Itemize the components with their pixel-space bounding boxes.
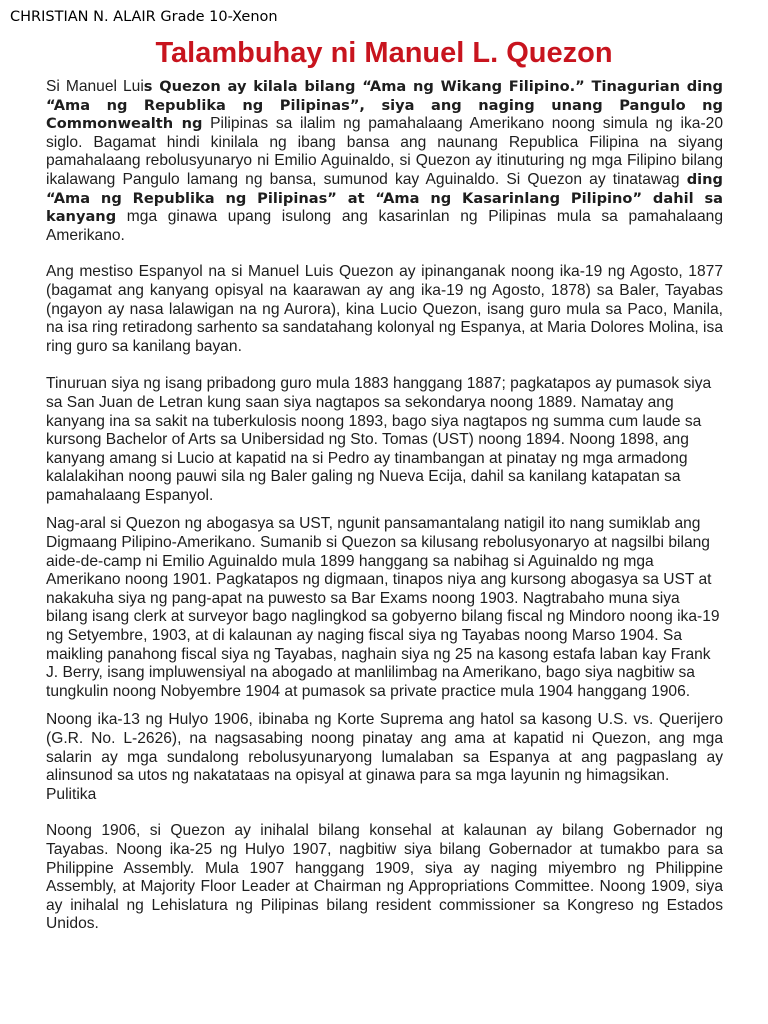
paragraph-intro-start: Si Manuel Lui bbox=[46, 78, 144, 95]
document-body bbox=[46, 78, 723, 934]
section-heading-pulitika: Pulitika bbox=[46, 785, 97, 803]
paragraph-intro-middle: Pilipinas sa ilalim ng pamahalaang Amerikano noong simula ng ika-20 siglo. Bagamat hindi kinilala ng ibang bansa ang naunang Republica Filipina na siyang pamahalaang rebolusyunaryo ni Emilio Aguinaldo, si Quezon ay itinuturing ng mga Filipino bilang ikalawang Pangulo lamang ng bansa, sumunod kay Aguinaldo. Si Quezon ay tinatawag bbox=[46, 115, 723, 188]
paragraph-law-career: Nag-aral si Quezon ng abogasya sa UST, ngunit pansamantalang natigil ito nang sumiklab ang Digmaang Pilipino-Amerikano. Sumanib si Quezon sa kilusang rebolusyonaryo at nagsilbi bilang aide-de-camp ni Emilio Aguinaldo mula 1899 hanggang sa nabihag si Aguinaldo ng mga Amerikano noong 1901. Pagkatapos ng digmaan, tinapos niya ang kursong abogasya sa UST at nakakuha siya ng pang-apat na puwesto sa Bar Exams noong 1903. Nagtrabaho muna siya bilang isang clerk at surveyor bago naglingkod sa gobyerno bilang fiscal ng Mindoro noong ika-19 ng Setyembre, 1903, at di kalaunan ay naging fiscal siya ng Tayabas noong Marso 1904. Sa maikling panahong fiscal siya ng Tayabas, naghain siya ng 25 na kasong estafa laban kay Frank J. Berry, isang impluwensiyal na abogado at manlilimbag na Amerikano, bago siya nagbitiw sa tungkulin noong Nobyembre 1904 at pumasok sa private practice mula 1904 hanggang 1906. bbox=[46, 515, 720, 700]
paragraph-intro bbox=[46, 78, 723, 245]
paragraph-intro-bold: s Quezon ay kilala bilang “Ama ng Wikang Filipino.” Tinagurian ding “Ama ng Republika ng Pilipinas”, siya ang naging unang Pangulo ng Commonwealth ng bbox=[46, 78, 723, 133]
paragraph-birth: Ang mestiso Espanyol na si Manuel Luis Quezon ay ipinanganak noong ika-19 ng Agosto, 1877 (bagamat ang kanyang opisyal na kaarawan ay ang ika-19 ng Agosto, 1878) sa Baler, Tayabas (ngayon ay nasa lalawigan na ng Aurora), kina Lucio Quezon, isang guro mula sa Paco, Manila, na isa ring retiradong sarhento sa sandatahang kolonyal ng Espanya, at Maria Dolores Molina, isa ring guro sa kanilang bayan. bbox=[46, 263, 723, 355]
paragraph-intro-end: mga ginawa upang isulong ang kasarinlan ng Pilipinas mula sa pamahalaang Amerikano. bbox=[46, 208, 723, 244]
paragraph-education: Tinuruan siya ng isang pribadong guro mula 1883 hanggang 1887; pagkatapos ay pumasok siya sa San Juan de Letran kung saan siya nagtapos sa sekondarya noong 1889. Namatay ang kanyang ina sa sakit na tuberkulosis noong 1893, bago siya nagtapos ng summa cum laude sa kursong Bachelor of Arts sa Unibersidad ng Sto. Tomas (UST) noong 1894. Noong 1898, ang kanyang amang si Lucio at kapatid na si Pedro ay tinambangan at pinatay ng mga armadong kalalakihan noong pauwi sila ng Baler galing ng Nueva Ecija, dahil sa kanilang katapatan sa pamahalaang Espanyol. bbox=[46, 375, 712, 504]
paragraph-court-ruling: Noong ika-13 ng Hulyo 1906, ibinaba ng Korte Suprema ang hatol sa kasong U.S. vs. Querijero (G.R. No. L-2626), na nagsasabing noong pinatay ang ama at kapatid ni Quezon, ang mga salarin ay mga sundalong rebolusyunaryong lumalaban sa Espanya at ang pagpaslang ay alinsunod sa utos ng nakatataas na opisyal at ginawa para sa mga layunin ng himagsikan. bbox=[46, 711, 723, 785]
author-line: CHRISTIAN N. ALAIR Grade 10-Xenon bbox=[10, 9, 278, 25]
paragraph-politics: Noong 1906, si Quezon ay inihalal bilang konsehal at kalaunan ay bilang Gobernador ng Tayabas. Noong ika-25 ng Hulyo 1907, nagbitiw siya bilang Gobernador at tumakbo para sa Philippine Assembly. Mula 1907 hanggang 1909, siya ay naging miyembro ng Philippine Assembly, at Majority Floor Leader at Chairman ng Appropriations Committee. Noong 1909, siya ay inihalal ng Lehislatura ng Pilipinas bilang resident commissioner sa Kongreso ng Estados Unidos. bbox=[46, 822, 723, 933]
paragraph-intro-bold-2: ding “Ama ng Republika ng Pilipinas” at “Ama ng Kasarinlang Pilipino” dahil sa kanyang bbox=[46, 170, 723, 226]
document-title: Talambuhay ni Manuel L. Quezon bbox=[155, 37, 613, 69]
